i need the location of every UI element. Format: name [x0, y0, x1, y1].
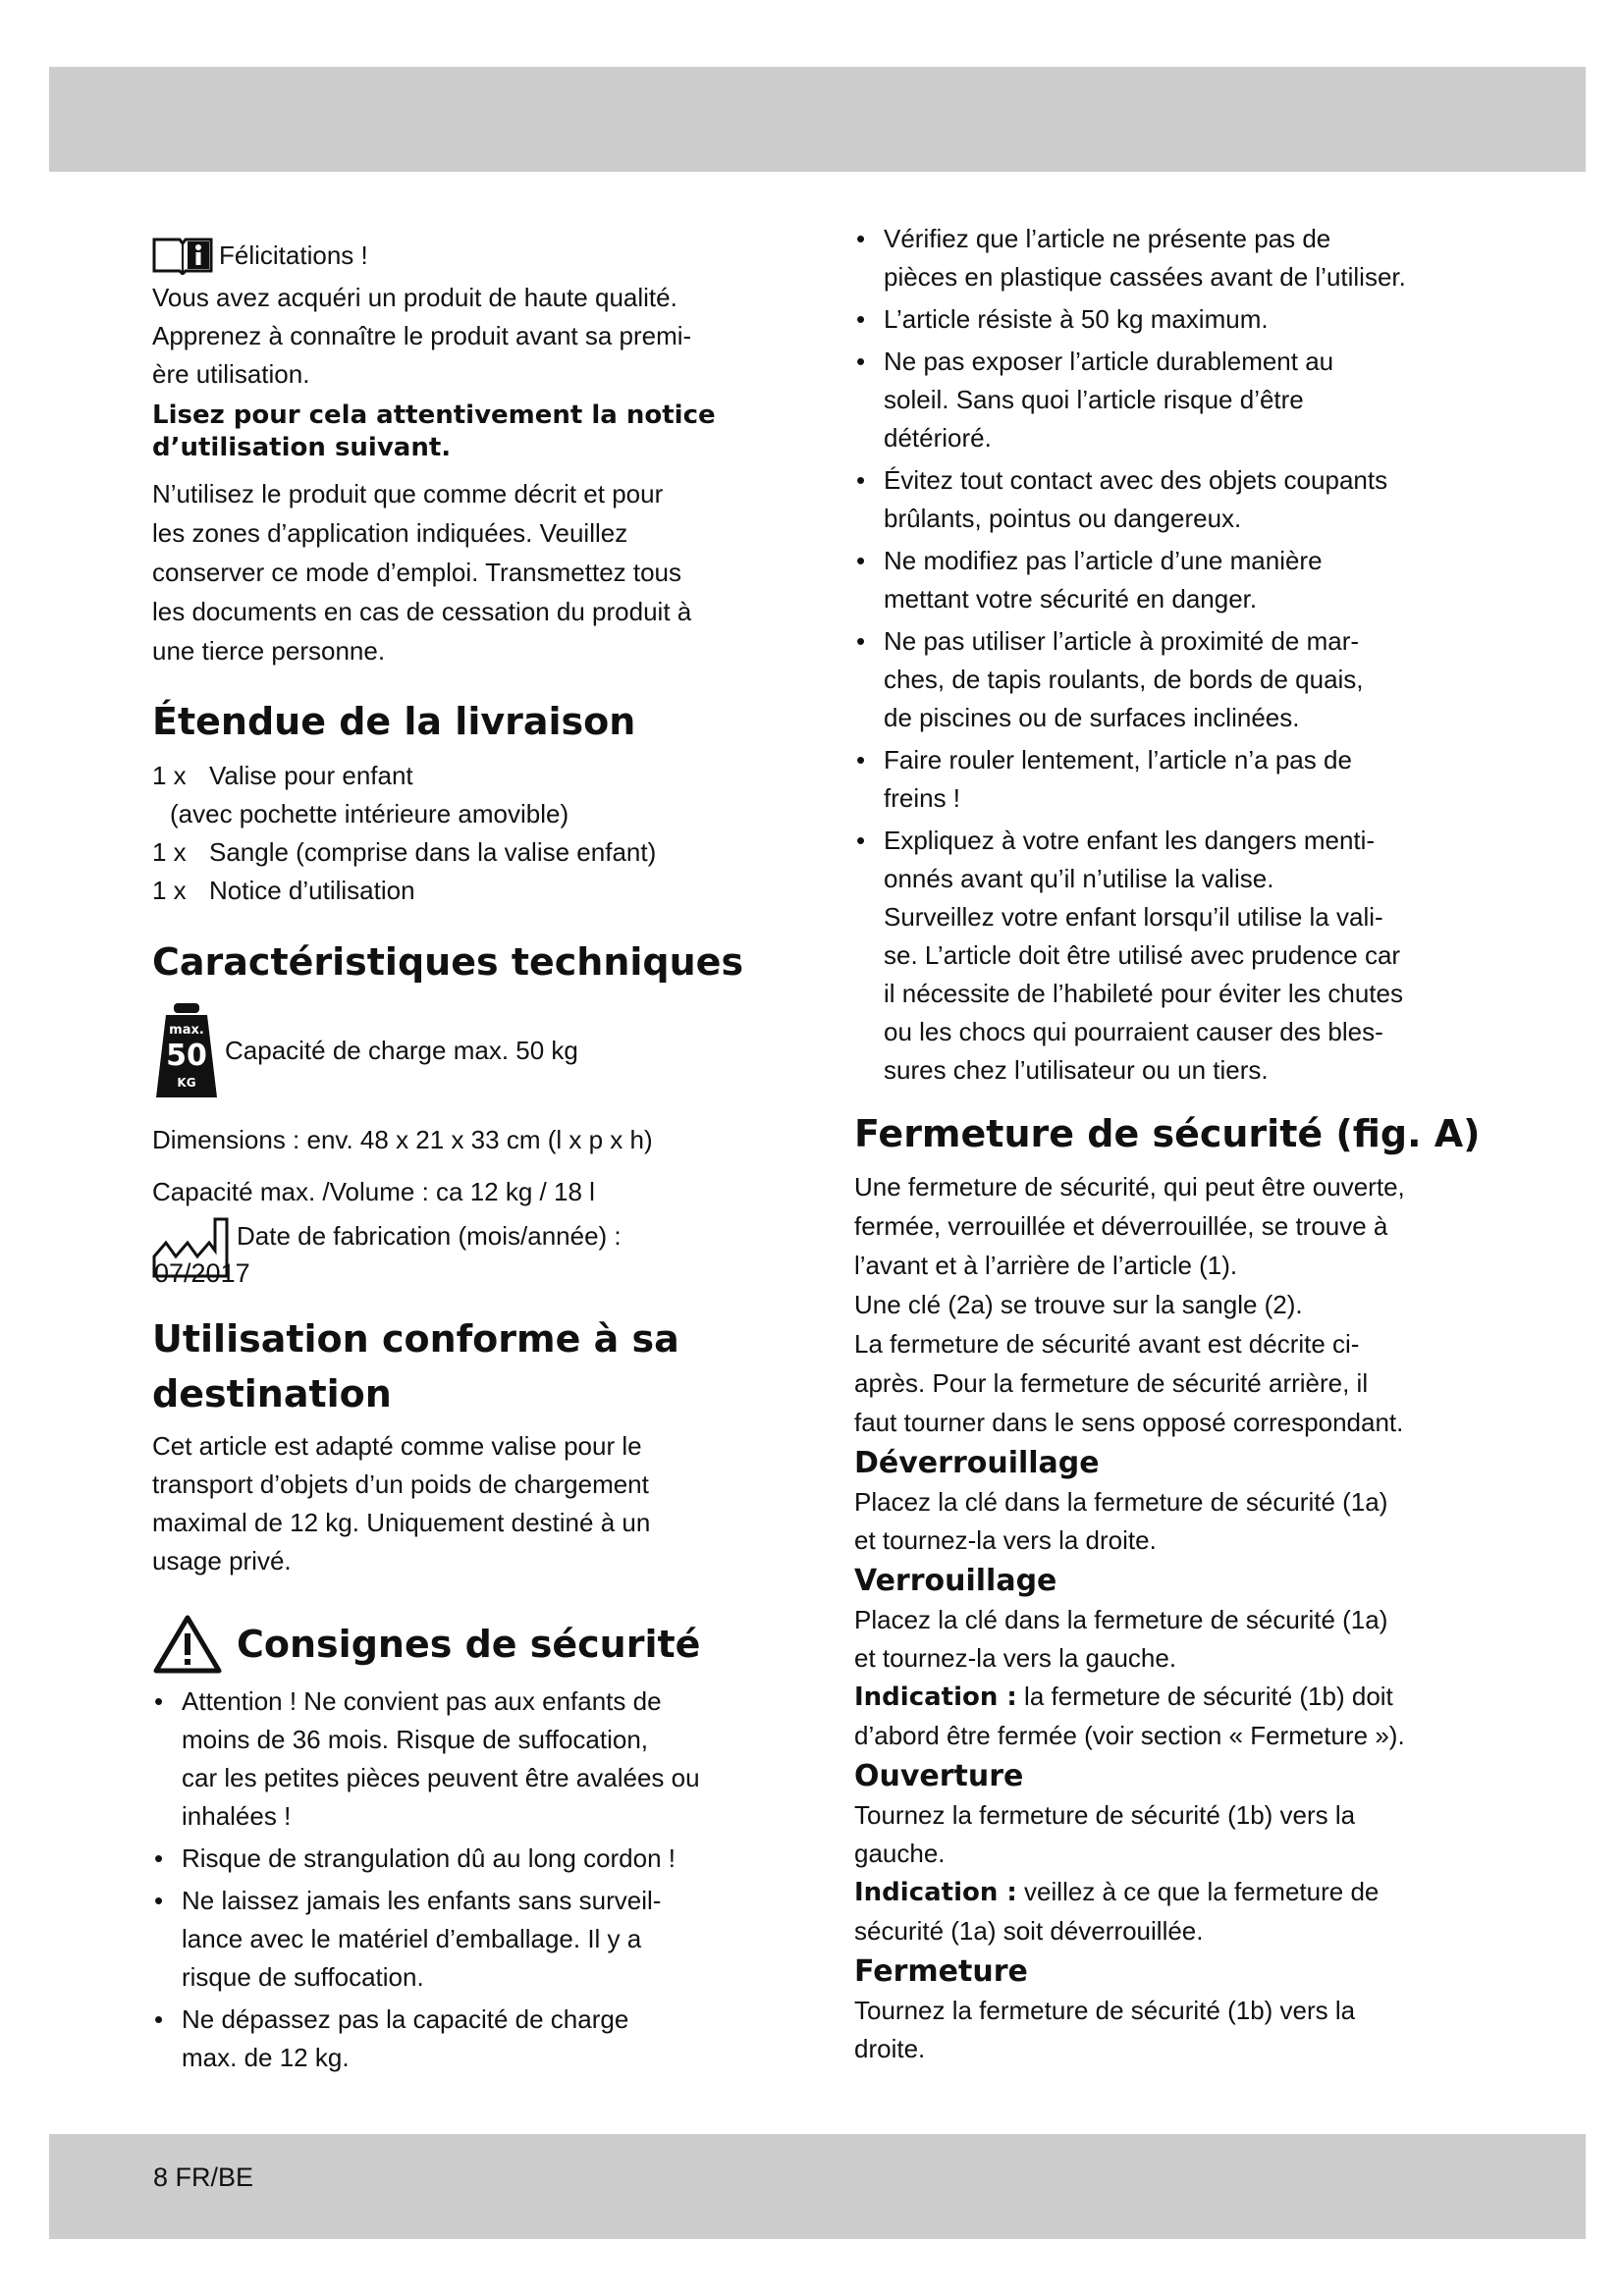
item-qty: 1 x — [152, 837, 187, 867]
text-line: L’article résiste à 50 kg maximum. — [884, 304, 1269, 334]
lock-subheading: Verrouillage — [854, 1564, 1057, 1598]
weight-icon-number: 50 — [166, 1039, 207, 1073]
item-text: Notice d’utilisation — [209, 876, 415, 905]
item-qty: 1 x — [152, 761, 187, 790]
text-line: conserver ce mode d’emploi. Transmettez tous — [152, 558, 682, 587]
volume-text: Capacité max. /Volume : ca 12 kg / 18 l — [152, 1177, 595, 1206]
page-number: 8 FR/BE — [153, 2163, 254, 2192]
lock-section — [854, 1106, 1492, 2068]
text-line: faut tourner dans le sens opposé correspondant. — [854, 1408, 1404, 1437]
text-line: Ne laissez jamais les enfants sans surveil- — [182, 1886, 662, 1915]
text-line: moins de 36 mois. Risque de suffocation, — [182, 1725, 649, 1754]
intro-paragraph-1 — [152, 279, 761, 394]
delivery-heading: Étendue de la livraison — [152, 700, 636, 743]
list-item — [854, 300, 1492, 339]
text-line: brûlants, pointus ou dangereux. — [884, 504, 1242, 533]
text-line: sécurité (1a) soit déverrouillée. — [854, 1916, 1204, 1946]
text-line: gauche. — [854, 1839, 946, 1868]
text-line: N’utilisez le produit que comme décrit et pour — [152, 479, 664, 508]
text-line: d’abord être fermée (voir section « Fermeture »). — [854, 1721, 1405, 1750]
warning-icon — [152, 1614, 223, 1675]
delivery-item — [152, 757, 761, 795]
unlock-text — [854, 1483, 1492, 1560]
text-line: il nécessite de l’habileté pour éviter les chutes — [884, 979, 1403, 1008]
list-item — [152, 1682, 761, 1836]
list-item — [854, 741, 1492, 818]
intro-paragraph-2 — [152, 474, 761, 670]
text-line: Ne pas exposer l’article durablement au — [884, 347, 1334, 376]
text-line: freins ! — [884, 783, 961, 813]
unlock-heading: Déverrouillage — [854, 1446, 1100, 1480]
text-line: Vérifiez que l’article ne présente pas de — [884, 224, 1331, 253]
text-line: de piscines ou de surfaces inclinées. — [884, 703, 1300, 732]
text-line: Attention ! Ne convient pas aux enfants de — [182, 1686, 662, 1716]
list-item — [854, 220, 1492, 296]
text-line: l’avant et à l’arrière de l’article (1). — [854, 1251, 1238, 1280]
text-line: mettant votre sécurité en danger. — [884, 584, 1258, 614]
open-text — [854, 1796, 1492, 1950]
delivery-item — [152, 833, 761, 872]
list-item — [854, 343, 1492, 457]
text-line: usage privé. — [152, 1546, 292, 1575]
note-text: la fermeture de sécurité (1b) doit — [1016, 1682, 1393, 1711]
usage-heading — [152, 1311, 781, 1421]
safety-heading: Consignes de sécurité — [237, 1623, 701, 1666]
text-line: La fermeture de sécurité avant est décrite ci- — [854, 1329, 1360, 1359]
text-line: Une fermeture de sécurité, qui peut être ouverte, — [854, 1172, 1405, 1201]
lock-text — [854, 1601, 1492, 1755]
intro-bold-note — [152, 400, 761, 464]
text-line: d’utilisation suivant. — [152, 433, 452, 462]
specs-heading: Caractéristiques techniques — [152, 940, 744, 984]
text-line: inhalées ! — [182, 1801, 292, 1831]
close-heading: Fermeture — [854, 1954, 1028, 1989]
date-label: Date de fabrication (mois/année) : — [237, 1221, 622, 1251]
intro-title: Félicitations ! — [219, 240, 368, 270]
safety-list-continued — [854, 220, 1492, 1094]
text-line: Ne dépassez pas la capacité de charge — [182, 2004, 629, 2034]
text-line: détérioré. — [884, 423, 992, 453]
list-item — [152, 1840, 761, 1878]
text-line: Cet article est adapté comme valise pour le — [152, 1431, 642, 1461]
text-line: Tournez la fermeture de sécurité (1b) vers la — [854, 1996, 1356, 2025]
text-line: onnés avant qu’il n’utilise la valise. — [884, 864, 1274, 893]
text-line: droite. — [854, 2034, 926, 2063]
item-text: Sangle (comprise dans la valise enfant) — [209, 837, 657, 867]
text-line: Faire rouler lentement, l’article n’a pas de — [884, 745, 1352, 774]
text-line: risque de suffocation. — [182, 1962, 424, 1992]
close-text — [854, 1992, 1492, 2068]
heading-line: Utilisation conforme à sa — [152, 1317, 679, 1361]
heading-line: destination — [152, 1372, 392, 1415]
text-line: Risque de strangulation dû au long cordon ! — [182, 1843, 677, 1873]
text-line: fermée, verrouillée et déverrouillée, se trouve à — [854, 1211, 1388, 1241]
lock-heading: Fermeture de sécurité (fig. A) — [854, 1112, 1481, 1155]
item-qty: 1 x — [152, 876, 187, 905]
footer-bar — [49, 2134, 1586, 2239]
text-line: soleil. Sans quoi l’article risque d’être — [884, 385, 1304, 414]
text-line: Apprenez à connaître le produit avant sa premi- — [152, 321, 692, 350]
text-line: Surveillez votre enfant lorsqu’il utilise la vali- — [884, 902, 1383, 932]
list-item — [854, 542, 1492, 618]
text-line: et tournez-la vers la droite. — [854, 1525, 1157, 1555]
text-line: Évitez tout contact avec des objets coupants — [884, 465, 1388, 495]
text-line: après. Pour la fermeture de sécurité arrière, il — [854, 1368, 1369, 1398]
text-line: transport d’objets d’un poids de chargement — [152, 1469, 649, 1499]
text-line: car les petites pièces peuvent être avalées ou — [182, 1763, 700, 1792]
specs-section — [152, 934, 781, 1296]
text-line: se. L’article doit être utilisé avec prudence car — [884, 940, 1401, 970]
text-line: sures chez l’utilisateur ou un tiers. — [884, 1055, 1269, 1085]
capacity-row — [152, 1001, 781, 1099]
text-line: Une clé (2a) se trouve sur la sangle (2). — [854, 1290, 1303, 1319]
note-label: Indication : — [854, 1682, 1017, 1712]
text-line: Ne modifiez pas l’article d’une manière — [884, 546, 1323, 575]
item-text: (avec pochette intérieure amovible) — [170, 799, 569, 828]
dimensions-text: Dimensions : env. 48 x 21 x 33 cm (l x p x h) — [152, 1125, 653, 1154]
text-line: Expliquez à votre enfant les dangers menti- — [884, 826, 1376, 855]
delivery-section — [152, 694, 761, 910]
open-note — [854, 1873, 1492, 1912]
list-item — [152, 1882, 761, 1997]
text-line: les documents en cas de cessation du produit à — [152, 597, 692, 626]
text-line: et tournez-la vers la gauche. — [854, 1643, 1177, 1673]
safety-list — [152, 1682, 761, 2077]
list-item — [854, 822, 1492, 1090]
text-line: Tournez la fermeture de sécurité (1b) vers la — [854, 1800, 1356, 1830]
weight-icon-max: max. — [169, 1023, 204, 1038]
open-heading: Ouverture — [854, 1759, 1024, 1793]
text-line: ou les chocs qui pourraient causer des bles- — [884, 1017, 1383, 1046]
intro-section — [152, 236, 761, 670]
usage-section — [152, 1311, 781, 1580]
note-label: Indication : — [854, 1878, 1017, 1907]
date-value: 07/2017 — [154, 1258, 250, 1288]
text-line: Placez la clé dans la fermeture de sécurité (1a) — [854, 1487, 1388, 1517]
safety-section — [152, 1614, 781, 2081]
text-line: pièces en plastique cassées avant de l’utiliser. — [884, 262, 1406, 292]
text-line: Ne pas utiliser l’article à proximité de mar- — [884, 626, 1360, 656]
text-line: Lisez pour cela attentivement la notice — [152, 400, 716, 430]
usage-text — [152, 1427, 781, 1580]
text-line: les zones d’application indiquées. Veuillez — [152, 518, 628, 548]
text-line: une tierce personne. — [152, 636, 386, 666]
list-item — [854, 461, 1492, 538]
manual-info-icon — [152, 236, 213, 275]
text-line: max. de 12 kg. — [182, 2043, 350, 2072]
list-item — [854, 622, 1492, 737]
weight-icon-unit: KG — [177, 1076, 196, 1090]
text-line: maximal de 12 kg. Uniquement destiné à un — [152, 1508, 651, 1537]
delivery-list — [152, 757, 761, 910]
delivery-item — [152, 795, 761, 833]
weight-icon — [152, 1001, 221, 1099]
text-line: ches, de tapis roulants, de bords de quais, — [884, 665, 1364, 694]
text-line: Placez la clé dans la fermeture de sécurité (1a) — [854, 1605, 1388, 1634]
note-text: veillez à ce que la fermeture de — [1016, 1877, 1380, 1906]
capacity-text: Capacité de charge max. 50 kg — [225, 1035, 578, 1065]
lock-note — [854, 1678, 1492, 1717]
lock-intro — [854, 1167, 1492, 1442]
text-line: ère utilisation. — [152, 359, 310, 389]
text-line: Vous avez acquéri un produit de haute qualité. — [152, 283, 677, 312]
item-text: Valise pour enfant — [209, 761, 413, 790]
text-line: lance avec le matériel d’emballage. Il y a — [182, 1924, 642, 1953]
delivery-item — [152, 872, 761, 910]
header-bar — [49, 67, 1586, 172]
list-item — [152, 2001, 761, 2077]
manufacture-date — [152, 1215, 781, 1296]
